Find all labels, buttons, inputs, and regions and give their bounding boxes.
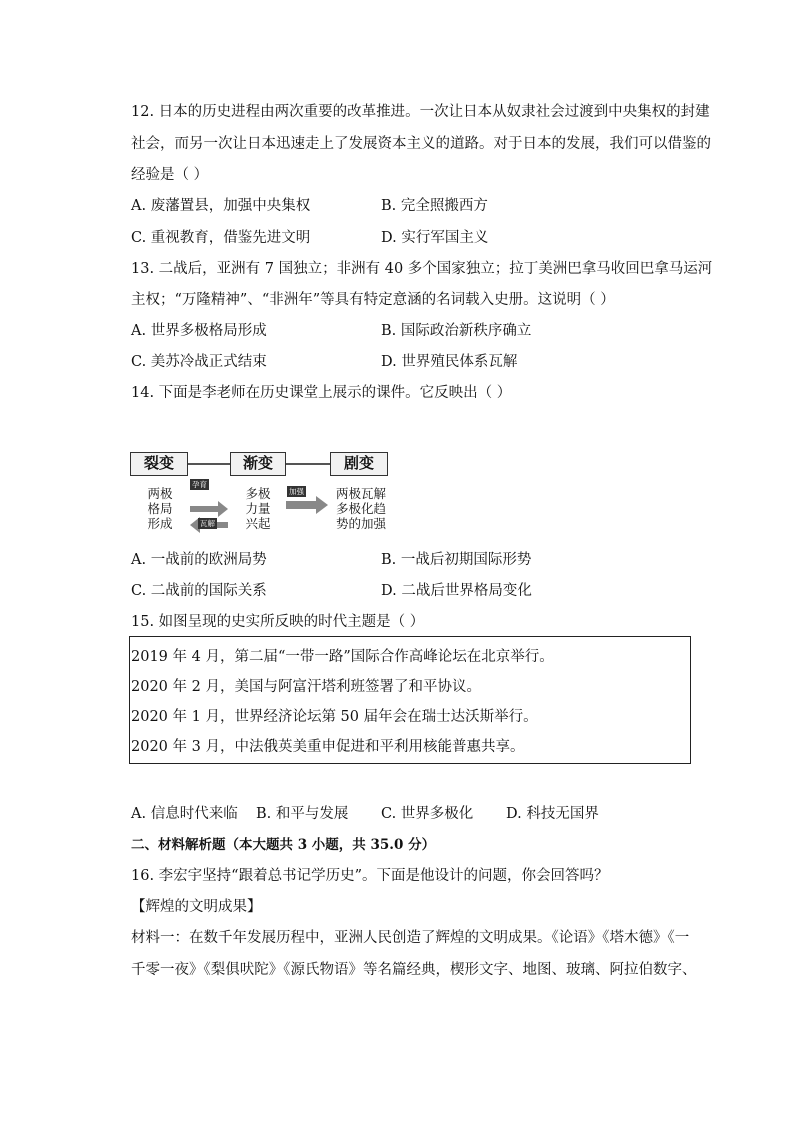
fact-item: 2019 年 4 月，第二届“一带一路”国际合作高峰论坛在北京举行。 (131, 649, 554, 665)
q16-material-line1: 材料一：在数千年发展历程中，亚洲人民创造了辉煌的文明成果。《论语》《塔木德》《一 (131, 930, 690, 946)
q12-option-d: D. 实行军国主义 (381, 230, 489, 246)
q15-option-a: A. 信息时代来临 (131, 806, 238, 822)
q15-option-b: B. 和平与发展 (256, 806, 349, 822)
q13-stem-line1: 13. 二战后，亚洲有 7 国独立；非洲有 40 多个国家独立；拉丁美洲巴拿马收回巴拿马运河 (131, 261, 713, 277)
q12-option-b: B. 完全照搬西方 (381, 198, 488, 214)
q12-stem-line3: 经验是（ ） (131, 167, 209, 183)
tag-jia-qiang: 加强 (289, 487, 304, 496)
q15-option-d: D. 科技无国界 (506, 806, 599, 822)
fact-item: 2020 年 1 月，世界经济论坛第 50 届年会在瑞士达沃斯举行。 (131, 709, 538, 725)
q14-option-d: D. 二战后世界格局变化 (381, 583, 532, 599)
q15-facts-box (129, 636, 691, 764)
courseware-diagram (130, 452, 390, 542)
fact-item: 2020 年 3 月，中法俄英美重申促进和平利用核能普惠共享。 (131, 739, 525, 755)
stage3-description: 两极瓦解 多极化趋 势的加强 (335, 486, 386, 531)
q15-option-c: C. 世界多极化 (381, 806, 474, 822)
q13-option-b: B. 国际政治新秩序确立 (381, 323, 532, 339)
q12-stem-line2: 社会，而另一次让日本迅速走上了发展资本主义的道路。对于日本的发展，我们可以借鉴的 (131, 136, 711, 152)
bidirectional-arrows-icon (188, 482, 230, 538)
q14-stem: 14. 下面是李老师在历史课堂上展示的课件。它反映出（ ） (131, 385, 512, 401)
right-arrow-icon (284, 496, 330, 516)
q12-stem-line1: 12. 日本的历史进程由两次重要的改革推进。一次让日本从奴隶社会过渡到中央集权的封建 (131, 104, 710, 120)
q13-option-d: D. 世界殖民体系瓦解 (381, 354, 518, 370)
q16-material-line2: 千零一夜》《梨俱吠陀》《源氏物语》等名篇经典，楔形文字、地图、玻璃、阿拉伯数字、 (131, 962, 697, 978)
q14-option-c: C. 二战前的国际关系 (131, 583, 267, 599)
stage-jian-bian: 渐变 (230, 452, 286, 476)
stage1-description: 两极 格局 形成 (147, 486, 173, 531)
tag-yun-yu: 孕育 (192, 480, 207, 489)
connector-line (286, 463, 330, 465)
q16-stem: 16. 李宏宇坚持“跟着总书记学历史”。下面是他设计的问题，你会回答吗？ (131, 868, 609, 884)
stage-ju-bian: 剧变 (330, 452, 388, 476)
connector-line (188, 463, 230, 465)
stage2-description: 多极 力量 兴起 (245, 486, 271, 531)
q14-option-b: B. 一战后初期国际形势 (381, 552, 532, 568)
tag-wa-jie: 瓦解 (200, 519, 215, 528)
q13-option-c: C. 美苏冷战正式结束 (131, 354, 267, 370)
q12-option-a: A. 废藩置县，加强中央集权 (131, 198, 311, 214)
stage-lie-bian: 裂变 (130, 452, 188, 476)
q15-stem: 15. 如图呈现的史实所反映的时代主题是（ ） (131, 614, 425, 630)
q12-option-c: C. 重视教育，借鉴先进文明 (131, 230, 311, 246)
q16-heading: 【辉煌的文明成果】 (131, 899, 262, 915)
q13-option-a: A. 世界多极格局形成 (131, 323, 267, 339)
q13-stem-line2: 主权；“万隆精神”、“非洲年”等具有特定意涵的名词载入史册。这说明（ ） (131, 292, 615, 308)
q14-option-a: A. 一战前的欧洲局势 (131, 552, 267, 568)
section-heading: 二、材料解析题（本大题共 3 小题，共 35.0 分） (131, 837, 436, 853)
fact-item: 2020 年 2 月，美国与阿富汗塔利班签署了和平协议。 (131, 679, 481, 695)
